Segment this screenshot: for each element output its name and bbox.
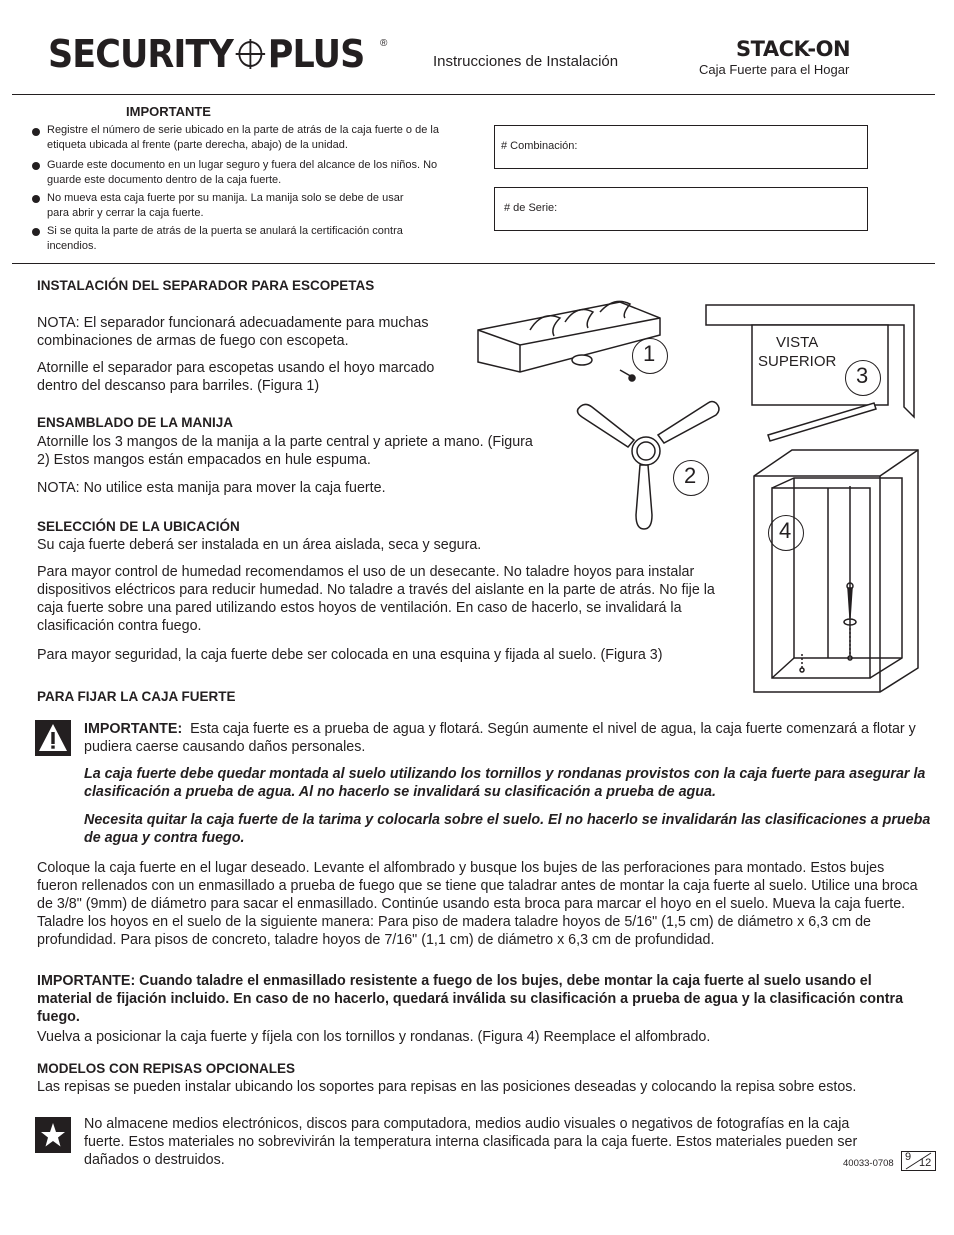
warning-label: IMPORTANTE: — [84, 721, 183, 737]
bullet — [32, 228, 40, 236]
importante-item: Guarde este documento en un lugar seguro y fuera del alcance de los niños. No guarde este documento dentro de la caja fuerte. — [47, 159, 438, 186]
page-number: 9 — [905, 1151, 912, 1163]
figure-3-number: 3 — [856, 363, 869, 388]
document-subtitle: Caja Fuerte para el Hogar — [699, 62, 850, 77]
ubicacion-p3: Para mayor seguridad, la caja fuerte debe ser colocada en una esquina y fijada al suelo. (Figura 3) — [37, 647, 663, 663]
repisas-title: MODELOS CON REPISAS OPCIONALES — [37, 1061, 296, 1076]
document-title: Instrucciones de Instalación — [433, 53, 619, 70]
manija-p2: NOTA: No utilice esta manija para mover la caja fuerte. — [37, 480, 386, 496]
ubicacion-p1: Su caja fuerte deberá ser instalada en un área aislada, seca y segura. — [37, 537, 482, 553]
serial-field[interactable] — [494, 187, 868, 231]
separador-p2: Atornille el separador para escopetas usando el hoyo marcado dentro del descanso para barriles. (Figura 1) — [37, 360, 435, 394]
star-icon — [35, 1117, 71, 1153]
fijar-warning — [84, 720, 924, 756]
figure-1-number: 1 — [643, 341, 656, 366]
part-number: 40033-0708 — [843, 1158, 894, 1169]
figure-3-marker — [845, 360, 881, 396]
manija-title: ENSAMBLADO DE LA MANIJA — [37, 415, 234, 430]
figure-1-marker — [632, 338, 668, 374]
serial-label: # de Serie: — [504, 202, 558, 214]
page-total: 12 — [919, 1157, 932, 1169]
figure-4-number: 4 — [779, 518, 792, 543]
fijar-italic-2: Necesita quitar la caja fuerte de la tarima y colocarla sobre el suelo. El no hacerlo se invalidarán las clasificaciones a prueba de agua y contra fuego. — [84, 812, 931, 846]
figure-4-safe — [752, 448, 920, 694]
combination-label: # Combinación: — [501, 140, 578, 152]
bullet — [32, 195, 40, 203]
vista-label: VISTA — [776, 334, 819, 351]
fijar-p1: Coloque la caja fuerte en el lugar deseado. Levante el alfombrado y busque los bujes de las perforaciones para montado. Estos bujes fueron rellenados con un enmasillado a prueba de fuego que se tiene que taladrar antes de montar la caja fuerte al suelo. Utilice una broca de 3/8" (9mm) de diámetro para sacar el enmasillado. Continúe usando esta broca para marcar el hoyo en el suelo. Mueva la caja fuerte. Taladre los hoyos en el suelo de la siguiente manera: Para piso de madera taladre hoyos de 5/16" (1,5 cm) de diámetro x 6,3 cm de profundidad. Para pisos de concreto, taladre hoyos de 7/16" (1,1 cm) de diámetro x 6,3 cm de profundidad. — [37, 860, 918, 948]
crosshair-icon — [233, 34, 268, 64]
separador-title: INSTALACIÓN DEL SEPARADOR PARA ESCOPETAS — [37, 278, 375, 293]
figure-4-marker — [768, 515, 804, 551]
fijar-p2: IMPORTANTE: Cuando taladre el enmasillado resistente a fuego de los bujes, debe montar la caja fuerte al suelo usando el material de fijación incluido. En caso de no hacerlo, quedará inválida su clasificación a prueba de agua y la clasificación contra fuego. — [37, 973, 904, 1025]
ubicacion-title: SELECCIÓN DE LA UBICACIÓN — [37, 519, 240, 534]
repisas-p1: Las repisas se pueden instalar ubicando los soportes para repisas en las posiciones deseadas y colocando la repisa sobre estos. — [37, 1079, 857, 1095]
header-divider — [12, 94, 935, 95]
manija-p1: Atornille los 3 mangos de la manija a la parte central y apriete a mano. (Figura 2) Estos mangos están empacados en hule espuma. — [37, 434, 533, 468]
fijar-p3: Vuelva a posicionar la caja fuerte y fíjela con los tornillos y rondanas. (Figura 4) Reemplace el alfombrado. — [37, 1029, 711, 1045]
superior-label: SUPERIOR — [758, 353, 837, 370]
manufacturer-logo: STACK-ON — [736, 37, 851, 61]
nota-final: No almacene medios electrónicos, discos para computadora, medios audio visuales o negativos de fotografías en la caja fuerte. Estos materiales no sobrevivirán la temperatura interna clasificada para la caja fuerte. Estos materiales pueden ser dañados o destruidos. — [84, 1116, 858, 1168]
separador-p1: NOTA: El separador funcionará adecuadamente para muchas combinaciones de armas de fuego con escopeta. — [37, 315, 429, 349]
registered-mark: ® — [380, 38, 388, 49]
brand-logo — [48, 32, 364, 76]
fijar-title: PARA FIJAR LA CAJA FUERTE — [37, 689, 236, 704]
fijar-italic-1: La caja fuerte debe quedar montada al suelo utilizando los tornillos y rondanas provistos con la caja fuerte para asegurar la clasificación a prueba de agua. Al no hacerlo se invalidará su clasificación a prueba de agua. — [84, 766, 926, 800]
importante-title: IMPORTANTE — [126, 104, 211, 119]
figure-2-number: 2 — [684, 463, 697, 488]
importante-item: No mueva esta caja fuerte por su manija. La manija solo se debe de usar para abrir y cerrar la caja fuerte. — [47, 192, 404, 219]
brand-word-1: SECURITY — [48, 32, 233, 76]
bullet — [32, 128, 40, 136]
ubicacion-p2: Para mayor control de humedad recomendamos el uso de un desecante. No taladre hoyos para instalar dispositivos eléctricos para reducir humedad. No taladre a través del aislante en la parte de atrás. No fije la caja fuerte sobre una pared utilizando estos hoyos de ventilación. En caso de hacerlo, se invalidará la clasificación contra fuego. — [37, 564, 715, 634]
brand-word-2: PLUS — [267, 32, 365, 76]
warning-text: Esta caja fuerte es a prueba de agua y flotará. Según aumente el nivel de agua, la caja fuerte comenzará a flotar y pudiera caerse causando daños personales. — [84, 721, 916, 755]
combination-field[interactable] — [494, 125, 868, 169]
figure-2-marker — [673, 460, 709, 496]
section-divider — [12, 263, 935, 264]
bullet — [32, 162, 40, 170]
page-indicator — [901, 1151, 936, 1171]
figure-3-top-view — [704, 303, 916, 445]
importante-item: Si se quita la parte de atrás de la puerta se anulará la certificación contra incendios. — [47, 225, 403, 252]
warning-icon — [35, 720, 71, 756]
importante-item: Registre el número de serie ubicado en la parte de atrás de la caja fuerte o de la etiqueta ubicada al frente (parte derecha, abajo) de la unidad. — [47, 124, 439, 151]
